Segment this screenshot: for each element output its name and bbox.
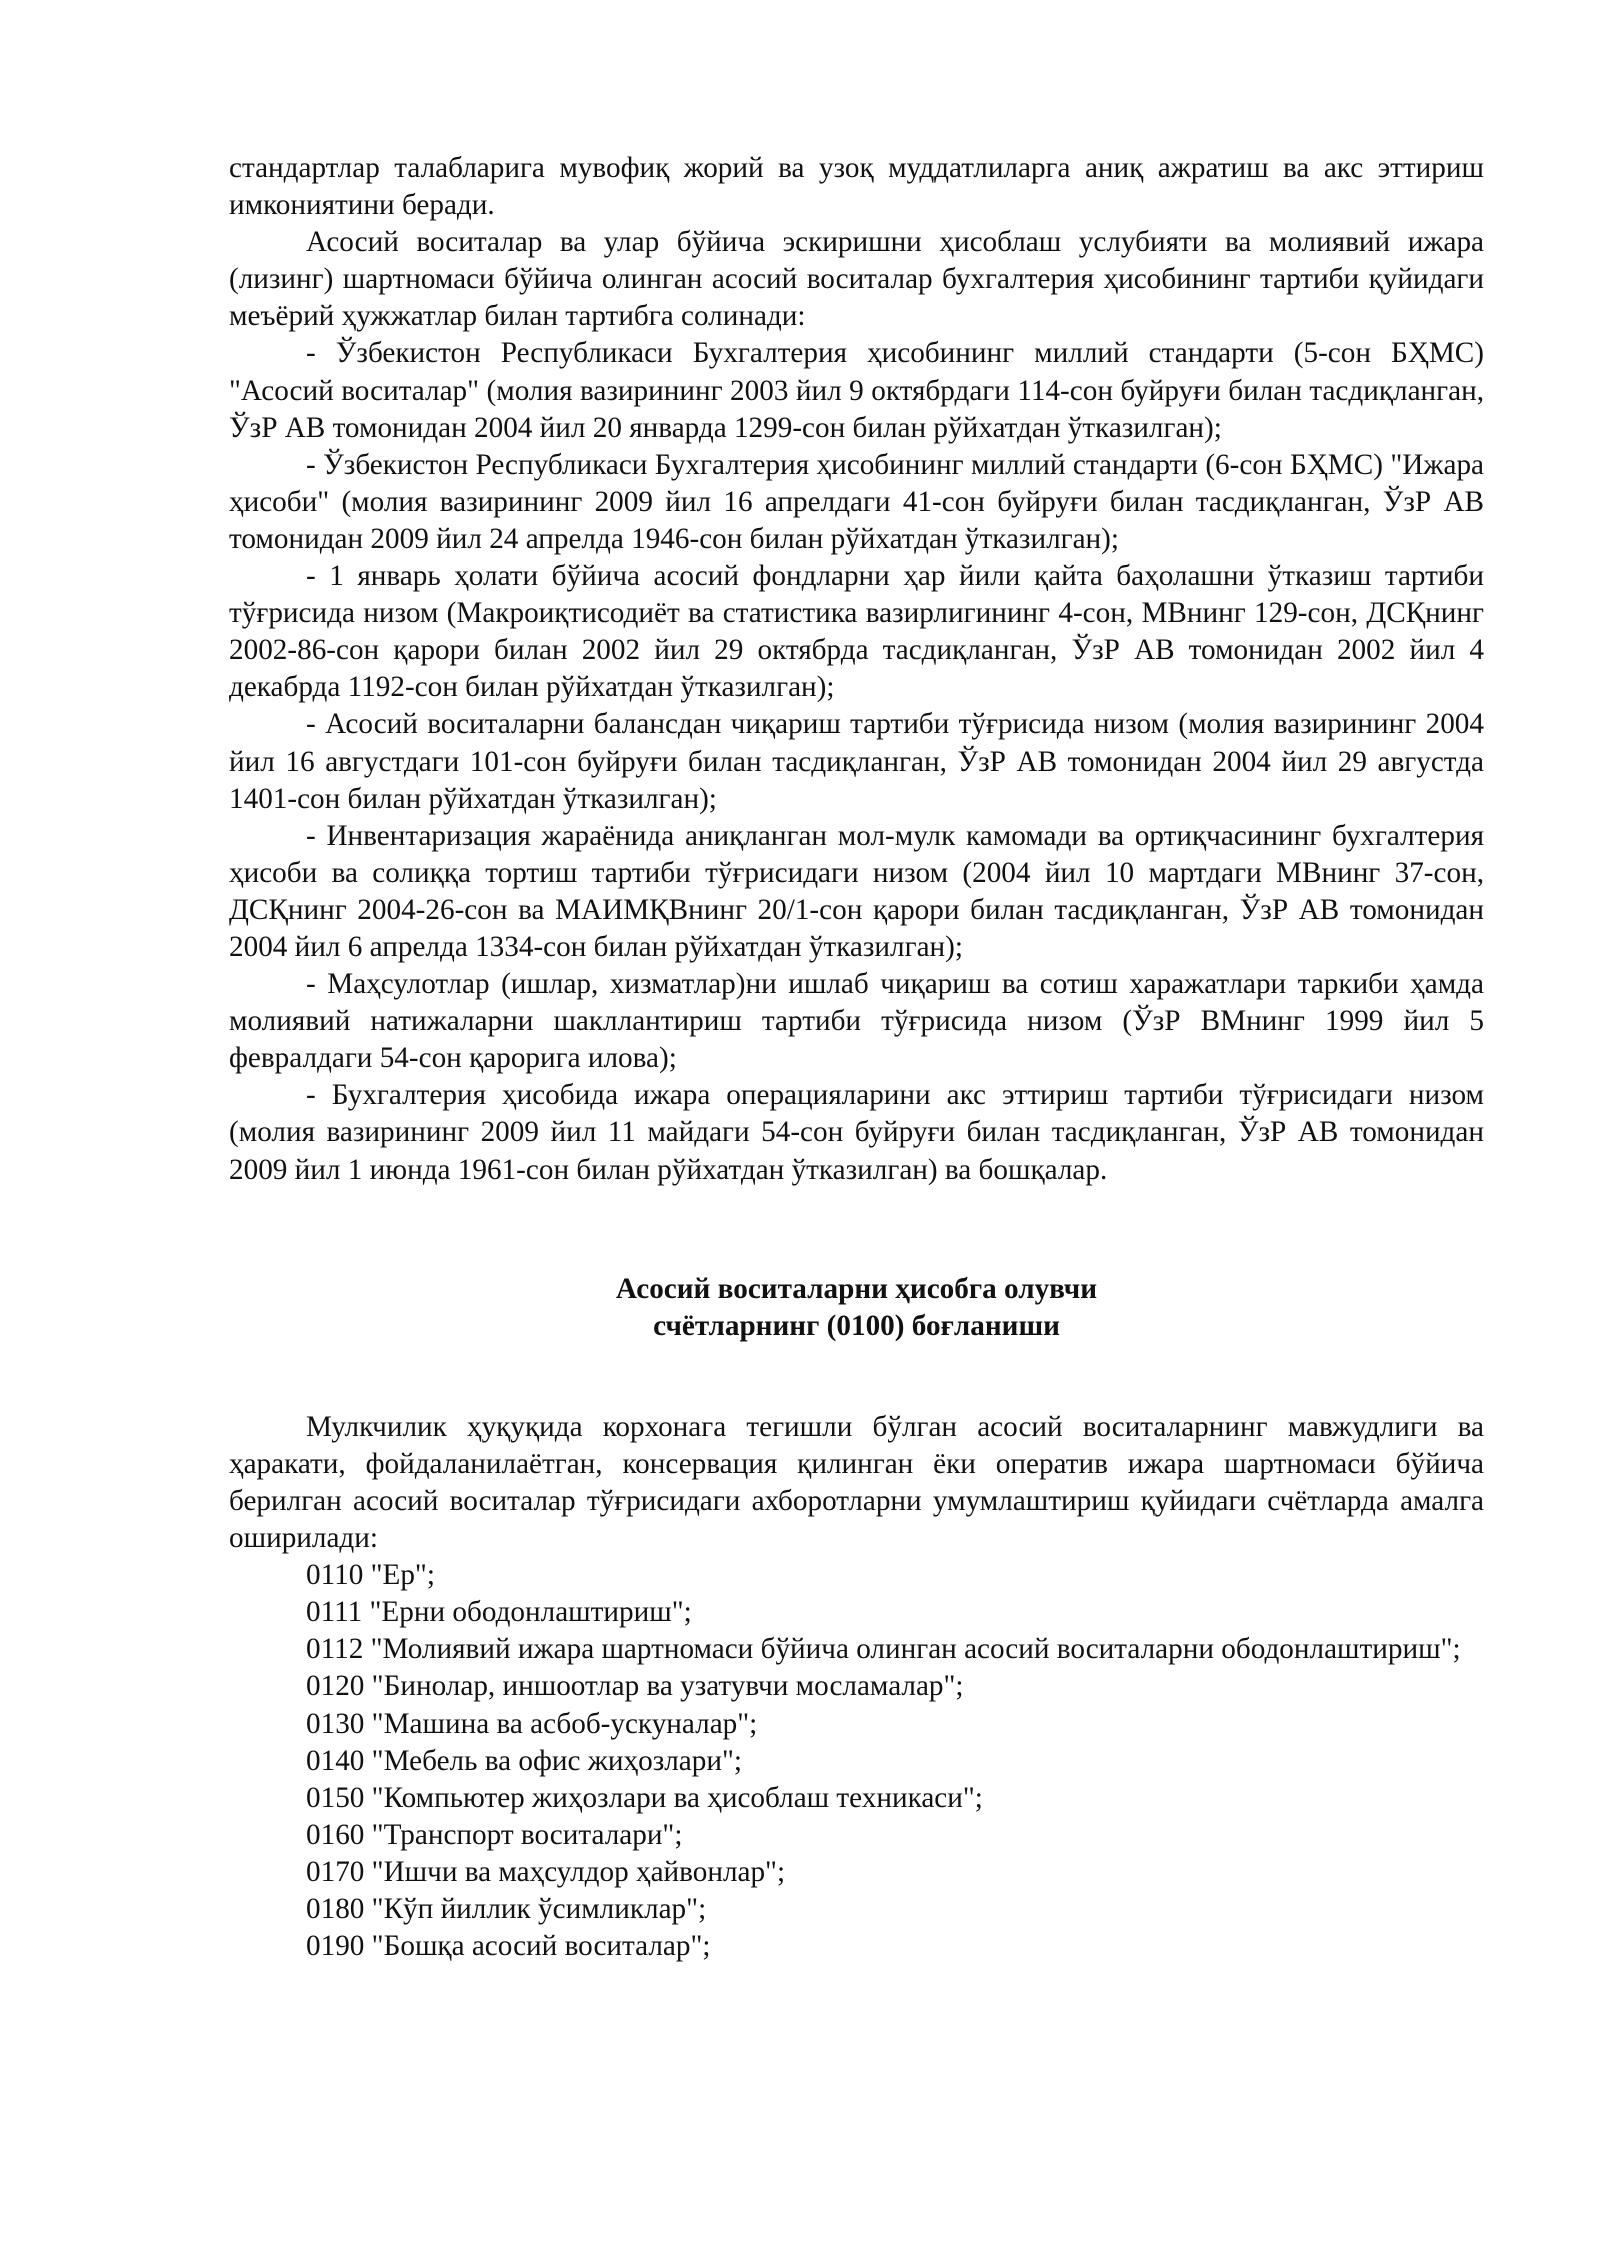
account-item: 0111 "Ерни ободонлаштириш"; xyxy=(306,1596,692,1629)
account-item: 0120 "Бинолар, иншоотлар ва узатувчи мосламалар"; xyxy=(306,1670,964,1703)
account-item: 0190 "Бошқа асосий воситалар"; xyxy=(306,1930,711,1963)
account-item: 0140 "Мебель ва офис жиҳозлари"; xyxy=(306,1744,742,1777)
regulation-item: - Ўзбекистон Республикаси Бухгалтерия ҳисобининг миллий стандарти (6-сон БҲМС) "Ижара ҳисоби" (молия вазирининг 2009 йил 16 апрелдаги 41-сон буйруғи билан тасдиқланган, ЎзР АВ томонидан 2009 йил 24 апрелда 1946-сон билан рўйхатдан ўтказилган); xyxy=(229,448,1484,555)
section-heading-line1: Асосий воситаларни ҳисобга олувчи xyxy=(615,1272,1098,1305)
intro-continuation: стандартлар талабларига мувофиқ жорий ва узоқ муддатлиларга аниқ ажратиш ва акс эттириш имкониятини беради. xyxy=(229,152,1484,222)
section-heading xyxy=(229,1271,1484,1345)
regulation-item: - Асосий воситаларни балансдан чиқариш тартиби тўғрисида низом (молия вазирининг 2004 йил 16 августдаги 101-сон буйруғи билан тасдиқланган, ЎзР АВ томонидан 2004 йил 29 августда 1401-сон билан рўйхатдан ўтказилган); xyxy=(229,708,1484,815)
document-page xyxy=(229,150,1484,1965)
section-lead-paragraph: Мулкчилик ҳуқуқида корхонага тегишли бўлган асосий воситаларнинг мавжудлиги ва ҳаракати, фойдаланилаётган, консервация қилинган ёки оператив ижара шартномаси бўйича берилган асосий воситалар тўғрисидаги ахборотларни умумлаштириш қуйидаги счётларда амалга оширилади: xyxy=(229,1410,1484,1555)
account-item: 0160 "Транспорт воситалари"; xyxy=(306,1818,683,1851)
regulation-item: - 1 январь ҳолати бўйича асосий фондларни ҳар йили қайта баҳолашни ўтказиш тартиби тўғрисида низом (Макроиқтисодиёт ва статистика вазирлигининг 4-сон, МВнинг 129-сон, ДСҚнинг 2002-86-сон қарори билан 2002 йил 29 октябрда тасдиқланган, ЎзР АВ томонидан 2002 йил 4 декабрда 1192-сон билан рўйхатдан ўтказилган); xyxy=(229,560,1484,704)
regulation-item: - Инвентаризация жараёнида аниқланган мол-мулк камомади ва ортиқчасининг бухгалтерия ҳисоби ва солиққа тортиш тартиби тўғрисидаги низом (2004 йил 10 мартдаги МВнинг 37-сон, ДСҚнинг 2004-26-сон ва МАИМҚВнинг 20/1-сон қарори билан тасдиқланган, ЎзР АВ томонидан 2004 йил 6 апрелда 1334-сон билан рўйхатдан ўтказилган); xyxy=(229,819,1484,963)
account-item: 0170 "Ишчи ва маҳсулдор ҳайвонлар"; xyxy=(306,1855,786,1888)
intro-lead-paragraph: Асосий воситалар ва улар бўйича эскиришни ҳисоблаш услубияти ва молиявий ижара (лизинг) шартномаси бўйича олинган асосий воситалар бухгалтерия ҳисобининг тартиби қуйидаги меъёрий ҳужжатлар билан тартибга солинади: xyxy=(229,226,1484,333)
section-heading-line2: счётларнинг (0100) боғланиши xyxy=(653,1309,1060,1342)
account-item: 0110 "Ер"; xyxy=(306,1559,435,1592)
account-item: 0112 "Молиявий ижара шартномаси бўйича олинган асосий воситаларни ободонлаштириш"; xyxy=(306,1633,1461,1666)
account-item: 0180 "Кўп йиллик ўсимликлар"; xyxy=(306,1893,707,1926)
regulations-list xyxy=(229,335,1484,1188)
account-item: 0150 "Компьютер жиҳозлари ва ҳисоблаш техникаси"; xyxy=(306,1781,983,1814)
spacer xyxy=(229,1345,1484,1409)
regulation-item: - Маҳсулотлар (ишлар, хизматлар)ни ишлаб чиқариш ва сотиш харажатлари таркиби ҳамда молиявий натижаларни шакллантириш тартиби тўғрисида низом (ЎзР ВМнинг 1999 йил 5 февралдаги 54-сон қарорига илова); xyxy=(229,968,1484,1075)
account-item: 0130 "Машина ва асбоб-ускуналар"; xyxy=(306,1707,758,1740)
spacer xyxy=(229,1189,1484,1271)
regulation-item: - Ўзбекистон Республикаси Бухгалтерия ҳисобининг миллий стандарти (5-сон БҲМС) "Асосий воситалар" (молия вазирининг 2003 йил 9 октябрдаги 114-сон буйруғи билан тасдиқланган, ЎзР АВ томонидан 2004 йил 20 январда 1299-сон билан рўйхатдан ўтказилган); xyxy=(229,337,1484,444)
regulation-item: - Бухгалтерия ҳисобида ижара операцияларини акс эттириш тартиби тўғрисидаги низом (молия вазирининг 2009 йил 11 майдаги 54-сон буйруғи билан тасдиқланган, ЎзР АВ томонидан 2009 йил 1 июнда 1961-сон билан рўйхатдан ўтказилган) ва бошқалар. xyxy=(229,1079,1484,1186)
accounts-list xyxy=(229,1557,1484,1965)
